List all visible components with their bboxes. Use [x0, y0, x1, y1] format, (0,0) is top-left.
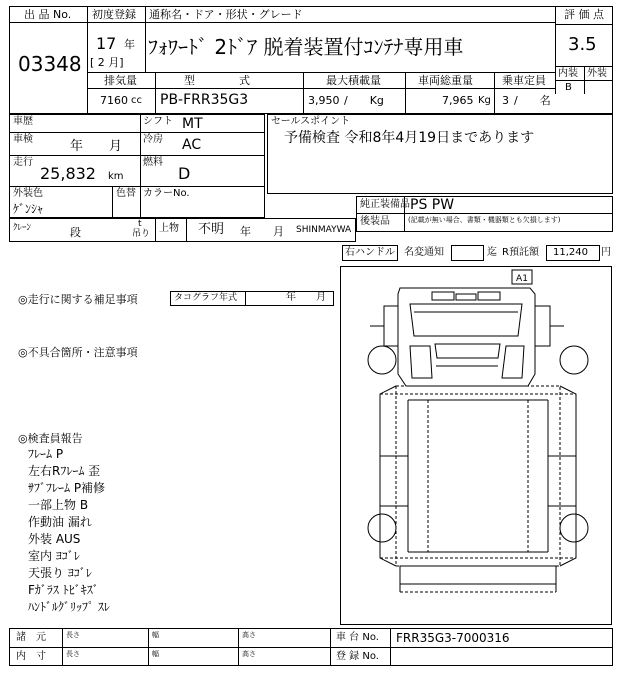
rear-bumper — [400, 566, 556, 584]
shift-label: シフト — [143, 116, 173, 127]
windshield — [410, 304, 522, 336]
shift-value: MT — [182, 116, 203, 132]
divider — [145, 6, 146, 72]
mileage-value: 25,832 — [40, 164, 96, 183]
gross-weight-label: 車両総重量 — [418, 74, 473, 87]
sales-point-text: 予備検査 令和8年4月19日まであります — [284, 130, 535, 146]
front-left-wheel — [368, 346, 396, 374]
divider — [9, 132, 265, 133]
inspector-report-label: ◎検査員報告 — [18, 432, 83, 445]
name-change-box — [451, 245, 484, 261]
divider — [9, 22, 87, 23]
divider — [494, 72, 495, 114]
equipment-label: 純正装備品 — [360, 199, 410, 210]
height-label: 高さ — [242, 631, 256, 639]
max-load-label: 最大積載量 — [326, 74, 381, 87]
max-load: 3,950 — [308, 94, 340, 107]
divider — [356, 213, 613, 214]
inspector-item: Fｶﾞﾗｽ ﾄﾋﾞｷｽﾞ — [28, 583, 99, 597]
inspector-item: 一部上物 B — [28, 498, 89, 512]
inspector-item: ﾊﾝﾄﾞﾙｸﾞﾘｯﾌﾟ ｽﾚ — [28, 600, 110, 614]
crane-stage-label: 段 — [70, 226, 81, 239]
divider — [87, 22, 555, 23]
color-change-label: 色替 — [116, 188, 136, 199]
exterior-grade-label: 外装 — [587, 68, 607, 79]
until-label: 迄 — [487, 247, 497, 258]
capacity: 3 — [502, 94, 509, 107]
tachograph-label: タコグラフ年式 — [174, 293, 238, 303]
inspector-item: 作動油 漏れ — [28, 515, 92, 529]
divider — [112, 186, 113, 218]
max-load-unit: / Kg — [344, 94, 384, 107]
interior-grade-label: 内装 — [558, 68, 578, 79]
diagram-frame — [341, 267, 612, 625]
body-date: 年 月 — [240, 225, 284, 238]
fuel-label: 燃料 — [143, 157, 163, 168]
divider — [9, 155, 265, 156]
left-mirror — [384, 306, 398, 346]
divider — [405, 72, 406, 114]
divider — [390, 628, 391, 666]
cargo-body — [396, 386, 560, 566]
ac-value: AC — [182, 137, 202, 153]
color-value: ｹﾞﾝｼｬ — [13, 202, 44, 216]
gross-weight: 7,965 — [442, 94, 474, 107]
sales-point-label: セールスポイント — [271, 116, 351, 127]
steering-value: 右ハンドル — [345, 247, 395, 258]
body-maker: SHINMAYWA — [296, 225, 352, 235]
chassis-label: 車 台 No. — [336, 632, 379, 643]
capacity-label: 乗車定員 — [502, 74, 546, 87]
length-label: 長さ — [66, 631, 80, 639]
displacement-label: 排気量 — [104, 74, 137, 87]
divider — [555, 24, 613, 25]
name-change-label: 名変通知 — [404, 247, 444, 258]
r-fee-label: R預託額 — [502, 247, 539, 258]
driving-notes-label: ◎走行に関する補足事項 — [18, 293, 138, 306]
aftermarket-note: (記載が無い場合、書類・機器類とも欠損します) — [408, 216, 561, 224]
chassis-number: FRR35G3-7000316 — [396, 631, 510, 645]
inspection-value: 年 月 — [70, 139, 123, 154]
truck-diagram — [340, 266, 612, 626]
cab-outline — [398, 288, 535, 386]
inspection-label: 車検 — [13, 134, 33, 145]
width-label: 幅 — [152, 650, 159, 658]
inspector-item: 左右Rﾌﾚｰﾑ 歪 — [28, 464, 101, 478]
right-door — [502, 346, 524, 378]
body-value: 不明 — [198, 222, 225, 237]
body-label: 上物 — [159, 223, 179, 234]
color-label: 外装色 — [13, 188, 43, 199]
divider — [555, 80, 613, 81]
history-label: 車歴 — [13, 116, 33, 127]
lot-number: 03348 — [18, 52, 82, 76]
crane-ton-label: t — [138, 219, 142, 229]
registration-label: 登 録 No. — [336, 651, 379, 662]
displacement-unit: cc — [131, 95, 142, 106]
inspector-item: ｻﾌﾞﾌﾚｰﾑ P補修 — [28, 481, 106, 495]
lot-label: 出 品 No. — [24, 8, 72, 21]
damage-marker-label: A1 — [516, 274, 528, 284]
model-name: ﾌｫﾜｰﾄﾞ 2ﾄﾞｱ 脱着装置付ｺﾝﾃﾅ専用車 — [148, 35, 464, 59]
interior-grade: B — [565, 82, 572, 93]
inspector-item: 外装 AUS — [28, 532, 81, 546]
inspector-item: 天張り ﾖｺﾞﾚ — [28, 566, 92, 580]
fuel-value: D — [178, 164, 191, 183]
displacement: 7160 — [100, 94, 128, 107]
model-code: PB-FRR35G3 — [160, 92, 249, 108]
score-value: 3.5 — [568, 34, 597, 55]
r-fee-value: 11,240 — [553, 247, 588, 258]
crane-hoist-label: 吊り — [132, 229, 151, 239]
divider — [140, 114, 141, 218]
reg-month: [ 2 月] — [90, 56, 124, 69]
grille — [435, 344, 500, 358]
defects-label: ◎不具合箇所・注意事項 — [18, 346, 138, 359]
gross-weight-unit: Kg — [478, 95, 491, 106]
inspector-item: ﾌﾚｰﾑ P — [28, 447, 64, 461]
roof-marker — [432, 292, 454, 300]
divider — [303, 72, 304, 114]
divider — [238, 628, 239, 666]
rear-left-wheel — [368, 514, 396, 542]
front-right-wheel — [560, 346, 588, 374]
divider — [9, 186, 265, 187]
capacity-unit: / 名 — [514, 94, 551, 107]
divider — [148, 628, 149, 666]
divider — [155, 72, 156, 114]
color-code-label: カラーNo. — [143, 188, 190, 199]
tachograph-value: 年 月 — [286, 292, 326, 303]
divider — [186, 218, 187, 242]
divider — [87, 88, 555, 89]
equipment-value: PS PW — [410, 197, 455, 213]
crane-label: ｸﾚｰﾝ — [13, 223, 32, 233]
divider — [155, 218, 156, 242]
model-code-label: 型 式 — [184, 74, 250, 87]
reg-year: 17 — [96, 34, 117, 53]
r-fee-unit: 円 — [601, 247, 611, 258]
divider — [245, 291, 246, 306]
divider — [87, 72, 555, 73]
inspector-items — [28, 446, 328, 616]
aftermarket-label: 後装品 — [360, 216, 390, 227]
divider — [9, 647, 613, 648]
length-label: 長さ — [66, 650, 80, 658]
height-label: 高さ — [242, 650, 256, 658]
right-mirror — [535, 306, 550, 346]
left-door — [410, 346, 432, 378]
first-reg-label: 初度登録 — [92, 8, 136, 21]
reg-year-unit: 年 — [124, 38, 135, 51]
mileage-label: 走行 — [13, 157, 33, 168]
divider — [62, 628, 63, 666]
rear-right-wheel — [560, 514, 588, 542]
score-label: 評 価 点 — [564, 8, 604, 21]
mileage-unit: km — [108, 171, 124, 182]
inspector-item: 室内 ﾖｺﾞﾚ — [28, 549, 80, 563]
model-name-label: 通称名・ドア・形状・グレード — [149, 8, 303, 21]
width-label: 幅 — [152, 631, 159, 639]
ac-label: 冷房 — [143, 134, 163, 145]
specs-label: 諸 元 — [16, 632, 46, 643]
divider — [330, 628, 331, 666]
interior-size-label: 内 寸 — [16, 651, 46, 662]
